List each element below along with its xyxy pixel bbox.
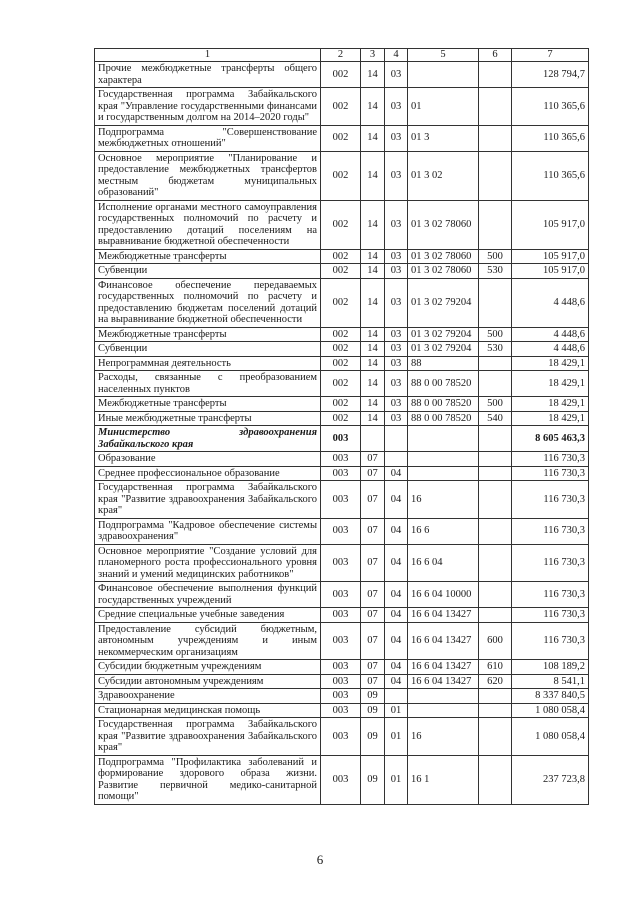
expense-type-cell: [479, 125, 512, 151]
subsection-cell: 03: [385, 88, 408, 126]
section-cell: 07: [361, 544, 385, 582]
amount-cell: 110 365,6: [512, 88, 589, 126]
section-cell: 14: [361, 356, 385, 371]
subsection-cell: 03: [385, 356, 408, 371]
amount-cell: 4 448,6: [512, 278, 589, 327]
target-article-cell: 01 3 02 79204: [408, 327, 479, 342]
ministry-code-cell: 003: [321, 689, 361, 704]
target-article-cell: [408, 689, 479, 704]
ministry-code-cell: 002: [321, 342, 361, 357]
table-row: [95, 264, 589, 279]
section-cell: 07: [361, 608, 385, 623]
target-article-cell: [408, 426, 479, 452]
section-cell: 14: [361, 371, 385, 397]
target-article-cell: 16 6: [408, 518, 479, 544]
section-cell: 07: [361, 674, 385, 689]
subsection-cell: 03: [385, 125, 408, 151]
row-name-cell: Субвенции: [95, 264, 321, 279]
section-cell: 07: [361, 481, 385, 519]
target-article-cell: 01: [408, 88, 479, 126]
table-row: [95, 62, 589, 88]
row-name-cell: Межбюджетные трансферты: [95, 397, 321, 412]
section-cell: 14: [361, 397, 385, 412]
amount-cell: 18 429,1: [512, 371, 589, 397]
target-article-cell: 01 3 02 78060: [408, 264, 479, 279]
expense-type-cell: [479, 200, 512, 249]
amount-cell: 1 080 058,4: [512, 703, 589, 718]
section-cell: 14: [361, 264, 385, 279]
expense-type-cell: [479, 582, 512, 608]
target-article-cell: 16 6 04 10000: [408, 582, 479, 608]
table-row: [95, 466, 589, 481]
ministry-code-cell: 002: [321, 151, 361, 200]
amount-cell: 105 917,0: [512, 200, 589, 249]
amount-cell: 110 365,6: [512, 151, 589, 200]
section-cell: 14: [361, 278, 385, 327]
target-article-cell: 01 3 02 79204: [408, 278, 479, 327]
table-row: [95, 518, 589, 544]
expense-type-cell: 530: [479, 264, 512, 279]
amount-cell: 237 723,8: [512, 755, 589, 804]
target-article-cell: 88 0 00 78520: [408, 397, 479, 412]
subsection-cell: 03: [385, 62, 408, 88]
target-article-cell: 16 6 04 13427: [408, 608, 479, 623]
target-article-cell: 01 3 02: [408, 151, 479, 200]
table-row: [95, 608, 589, 623]
ministry-code-cell: 002: [321, 278, 361, 327]
section-cell: 09: [361, 703, 385, 718]
section-cell: 07: [361, 466, 385, 481]
expense-type-cell: 620: [479, 674, 512, 689]
ministry-code-cell: 002: [321, 397, 361, 412]
budget-table: [94, 48, 589, 805]
amount-cell: 116 730,3: [512, 582, 589, 608]
expense-type-cell: [479, 452, 512, 467]
expense-type-cell: [479, 356, 512, 371]
amount-cell: 116 730,3: [512, 622, 589, 660]
subsection-cell: 03: [385, 411, 408, 426]
table-row: [95, 452, 589, 467]
amount-cell: 128 794,7: [512, 62, 589, 88]
row-name-cell: Подпрограмма "Кадровое обеспечение системы здравоохранения": [95, 518, 321, 544]
amount-cell: 4 448,6: [512, 342, 589, 357]
target-article-cell: 16 1: [408, 755, 479, 804]
expense-type-cell: [479, 88, 512, 126]
subsection-cell: [385, 452, 408, 467]
subsection-cell: 04: [385, 481, 408, 519]
ministry-code-cell: 002: [321, 264, 361, 279]
target-article-cell: 16: [408, 481, 479, 519]
row-name-cell: Субвенции: [95, 342, 321, 357]
section-cell: 14: [361, 200, 385, 249]
amount-cell: 1 080 058,4: [512, 718, 589, 756]
section-cell: 14: [361, 249, 385, 264]
column-header: 4: [385, 49, 408, 62]
section-cell: 09: [361, 755, 385, 804]
section-cell: 14: [361, 151, 385, 200]
section-cell: 14: [361, 62, 385, 88]
target-article-cell: 16 6 04 13427: [408, 660, 479, 675]
subsection-cell: 04: [385, 518, 408, 544]
subsection-cell: 04: [385, 674, 408, 689]
amount-cell: 105 917,0: [512, 249, 589, 264]
amount-cell: 18 429,1: [512, 356, 589, 371]
section-cell: 14: [361, 125, 385, 151]
row-name-cell: Среднее профессиональное образование: [95, 466, 321, 481]
row-name-cell: Исполнение органами местного самоуправления государственных полномочий по расчету и предоставлению дотаций поселениям на выравнивание бюджетной обеспеченности: [95, 200, 321, 249]
ministry-code-cell: 002: [321, 200, 361, 249]
subsection-cell: 04: [385, 622, 408, 660]
target-article-cell: 01 3 02 79204: [408, 342, 479, 357]
column-header: 7: [512, 49, 589, 62]
ministry-code-cell: 002: [321, 411, 361, 426]
ministry-code-cell: 002: [321, 356, 361, 371]
subsection-cell: 01: [385, 755, 408, 804]
expense-type-cell: [479, 371, 512, 397]
table-row: [95, 689, 589, 704]
target-article-cell: 16 6 04 13427: [408, 674, 479, 689]
subsection-cell: [385, 426, 408, 452]
expense-type-cell: 500: [479, 249, 512, 264]
ministry-code-cell: 002: [321, 125, 361, 151]
section-cell: 07: [361, 622, 385, 660]
target-article-cell: 16 6 04 13427: [408, 622, 479, 660]
target-article-cell: 01 3 02 78060: [408, 200, 479, 249]
row-name-cell: Иные межбюджетные трансферты: [95, 411, 321, 426]
amount-cell: 110 365,6: [512, 125, 589, 151]
table-row: [95, 703, 589, 718]
expense-type-cell: [479, 426, 512, 452]
amount-cell: 8 337 840,5: [512, 689, 589, 704]
section-cell: 07: [361, 660, 385, 675]
expense-type-cell: 500: [479, 327, 512, 342]
table-row: [95, 88, 589, 126]
row-name-cell: Прочие межбюджетные трансферты общего характера: [95, 62, 321, 88]
subsection-cell: 03: [385, 327, 408, 342]
row-name-cell: Государственная программа Забайкальского края "Развитие здравоохранения Забайкальского края": [95, 718, 321, 756]
amount-cell: 116 730,3: [512, 608, 589, 623]
ministry-code-cell: 003: [321, 674, 361, 689]
subsection-cell: [385, 689, 408, 704]
target-article-cell: 88 0 00 78520: [408, 411, 479, 426]
expense-type-cell: [479, 481, 512, 519]
ministry-code-cell: 003: [321, 703, 361, 718]
row-name-cell: Межбюджетные трансферты: [95, 249, 321, 264]
table-header-row: [95, 49, 589, 62]
expense-type-cell: [479, 278, 512, 327]
table-row: [95, 397, 589, 412]
row-name-cell: Основное мероприятие "Планирование и предоставление межбюджетных трансфертов местным бюджетам муниципальных образований": [95, 151, 321, 200]
subsection-cell: 04: [385, 544, 408, 582]
row-name-cell: Образование: [95, 452, 321, 467]
expense-type-cell: 600: [479, 622, 512, 660]
amount-cell: 8 605 463,3: [512, 426, 589, 452]
expense-type-cell: [479, 755, 512, 804]
table-row: [95, 622, 589, 660]
expense-type-cell: [479, 151, 512, 200]
table-row: [95, 371, 589, 397]
expense-type-cell: [479, 62, 512, 88]
target-article-cell: [408, 62, 479, 88]
section-cell: 07: [361, 582, 385, 608]
expense-type-cell: [479, 703, 512, 718]
ministry-code-cell: 003: [321, 452, 361, 467]
ministry-code-cell: 002: [321, 327, 361, 342]
row-name-cell: Субсидии бюджетным учреждениям: [95, 660, 321, 675]
row-name-cell: Государственная программа Забайкальского края "Управление государственными финансами и государственным долгом на 2014–2020 годы": [95, 88, 321, 126]
row-name-cell: Министерство здравоохранения Забайкальского края: [95, 426, 321, 452]
column-header: 2: [321, 49, 361, 62]
subsection-cell: 04: [385, 466, 408, 481]
target-article-cell: 01 3: [408, 125, 479, 151]
column-header: 6: [479, 49, 512, 62]
row-name-cell: Подпрограмма "Совершенствование межбюджетных отношений": [95, 125, 321, 151]
ministry-code-cell: 003: [321, 544, 361, 582]
subsection-cell: 03: [385, 278, 408, 327]
amount-cell: 105 917,0: [512, 264, 589, 279]
row-name-cell: Расходы, связанные с преобразованием населенных пунктов: [95, 371, 321, 397]
expense-type-cell: [479, 608, 512, 623]
expense-type-cell: 500: [479, 397, 512, 412]
subsection-cell: 01: [385, 703, 408, 718]
table-row: [95, 718, 589, 756]
expense-type-cell: 610: [479, 660, 512, 675]
table-row: [95, 356, 589, 371]
table-row: [95, 582, 589, 608]
expense-type-cell: [479, 718, 512, 756]
ministry-code-cell: 003: [321, 608, 361, 623]
target-article-cell: 88: [408, 356, 479, 371]
section-cell: 14: [361, 342, 385, 357]
row-name-cell: Финансовое обеспечение передаваемых государственных полномочий по расчету и предоставлению бюджетам поселений дотаций на выравнивание бюджетной обеспеченности: [95, 278, 321, 327]
table-row: [95, 125, 589, 151]
column-header: 1: [95, 49, 321, 62]
expense-type-cell: 540: [479, 411, 512, 426]
subsection-cell: 03: [385, 342, 408, 357]
ministry-code-cell: 002: [321, 249, 361, 264]
ministry-code-cell: 002: [321, 371, 361, 397]
section-cell: 14: [361, 88, 385, 126]
subsection-cell: 04: [385, 660, 408, 675]
subsection-cell: 04: [385, 608, 408, 623]
section-cell: 07: [361, 518, 385, 544]
table-row: [95, 200, 589, 249]
amount-cell: 116 730,3: [512, 452, 589, 467]
table-row: [95, 426, 589, 452]
row-name-cell: Основное мероприятие "Создание условий для планомерного роста профессионального уровня знаний и умений медицинских работников": [95, 544, 321, 582]
target-article-cell: [408, 452, 479, 467]
row-name-cell: Средние специальные учебные заведения: [95, 608, 321, 623]
ministry-code-cell: 002: [321, 62, 361, 88]
subsection-cell: 03: [385, 264, 408, 279]
ministry-code-cell: 003: [321, 660, 361, 675]
amount-cell: 108 189,2: [512, 660, 589, 675]
ministry-code-cell: 003: [321, 622, 361, 660]
subsection-cell: 03: [385, 200, 408, 249]
amount-cell: 116 730,3: [512, 481, 589, 519]
ministry-code-cell: 003: [321, 718, 361, 756]
row-name-cell: Подпрограмма "Профилактика заболеваний и формирование здорового образа жизни. Развитие первичной медико-санитарной помощи": [95, 755, 321, 804]
subsection-cell: 03: [385, 249, 408, 264]
table-row: [95, 755, 589, 804]
table-row: [95, 342, 589, 357]
row-name-cell: Субсидии автономным учреждениям: [95, 674, 321, 689]
row-name-cell: Стационарная медицинская помощь: [95, 703, 321, 718]
ministry-code-cell: 003: [321, 582, 361, 608]
table-row: [95, 151, 589, 200]
table-row: [95, 249, 589, 264]
target-article-cell: [408, 703, 479, 718]
ministry-code-cell: 002: [321, 88, 361, 126]
subsection-cell: 03: [385, 397, 408, 412]
page-number: 6: [316, 852, 324, 867]
section-cell: [361, 426, 385, 452]
table-row: [95, 660, 589, 675]
target-article-cell: 01 3 02 78060: [408, 249, 479, 264]
expense-type-cell: [479, 544, 512, 582]
column-header: 5: [408, 49, 479, 62]
row-name-cell: Здравоохранение: [95, 689, 321, 704]
table-row: [95, 674, 589, 689]
ministry-code-cell: 003: [321, 481, 361, 519]
column-header: 3: [361, 49, 385, 62]
subsection-cell: 01: [385, 718, 408, 756]
amount-cell: 8 541,1: [512, 674, 589, 689]
table-row: [95, 278, 589, 327]
expense-type-cell: [479, 689, 512, 704]
table-row: [95, 544, 589, 582]
amount-cell: 116 730,3: [512, 544, 589, 582]
amount-cell: 18 429,1: [512, 397, 589, 412]
amount-cell: 18 429,1: [512, 411, 589, 426]
table-row: [95, 327, 589, 342]
row-name-cell: Межбюджетные трансферты: [95, 327, 321, 342]
expense-type-cell: [479, 518, 512, 544]
ministry-code-cell: 003: [321, 518, 361, 544]
subsection-cell: 04: [385, 582, 408, 608]
section-cell: 14: [361, 411, 385, 426]
ministry-code-cell: 003: [321, 755, 361, 804]
expense-type-cell: 530: [479, 342, 512, 357]
table-row: [95, 481, 589, 519]
section-cell: 07: [361, 452, 385, 467]
expense-type-cell: [479, 466, 512, 481]
amount-cell: 116 730,3: [512, 466, 589, 481]
row-name-cell: Предоставление субсидий бюджетным, автономным учреждениям и иным некоммерческим организациям: [95, 622, 321, 660]
section-cell: 14: [361, 327, 385, 342]
ministry-code-cell: 003: [321, 426, 361, 452]
table-row: [95, 411, 589, 426]
target-article-cell: 88 0 00 78520: [408, 371, 479, 397]
row-name-cell: Непрограммная деятельность: [95, 356, 321, 371]
amount-cell: 4 448,6: [512, 327, 589, 342]
subsection-cell: 03: [385, 151, 408, 200]
ministry-code-cell: 003: [321, 466, 361, 481]
subsection-cell: 03: [385, 371, 408, 397]
target-article-cell: [408, 466, 479, 481]
row-name-cell: Финансовое обеспечение выполнения функций государственных учреждений: [95, 582, 321, 608]
target-article-cell: 16: [408, 718, 479, 756]
target-article-cell: 16 6 04: [408, 544, 479, 582]
section-cell: 09: [361, 689, 385, 704]
section-cell: 09: [361, 718, 385, 756]
amount-cell: 116 730,3: [512, 518, 589, 544]
row-name-cell: Государственная программа Забайкальского края "Развитие здравоохранения Забайкальского края": [95, 481, 321, 519]
